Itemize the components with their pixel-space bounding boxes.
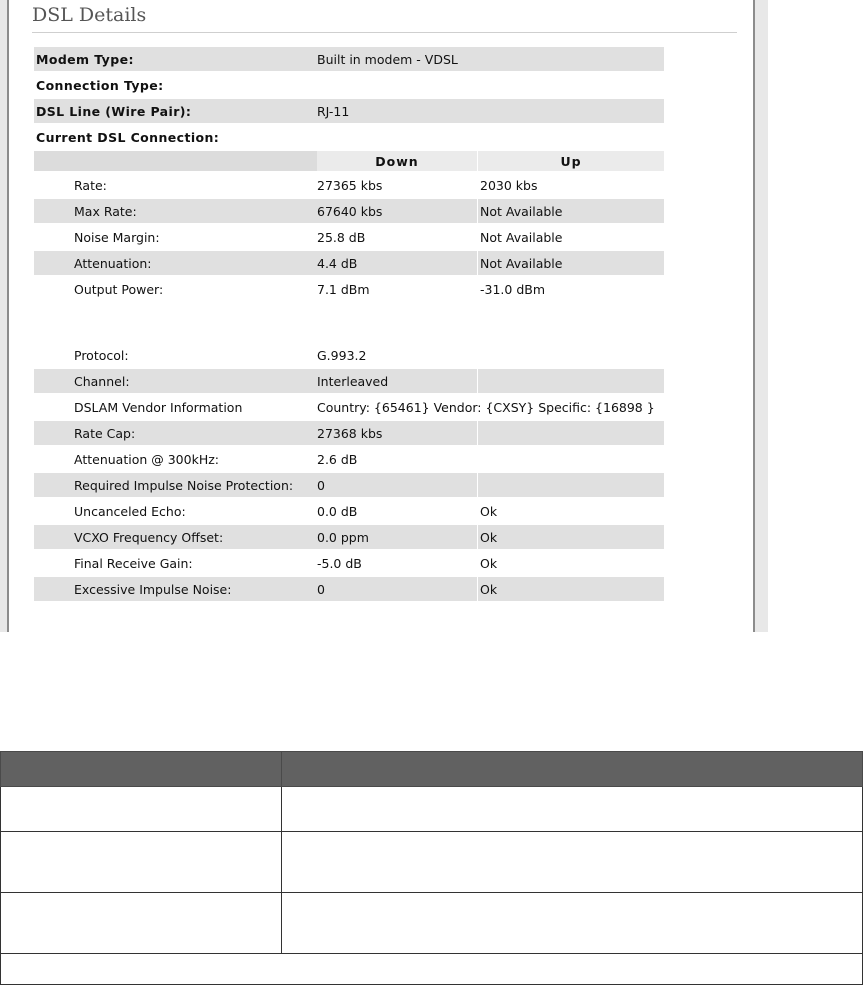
- detail-down: Interleaved: [317, 369, 478, 393]
- table-footer-row: [1, 954, 863, 985]
- modem-type-label: Modem Type:: [34, 47, 317, 71]
- detail-down: 0.0 dB: [317, 503, 358, 519]
- detail-label: Required Impulse Noise Protection:: [34, 473, 317, 497]
- detail-up: [478, 421, 664, 445]
- table-cell: [282, 893, 863, 954]
- spacer-cell: [34, 303, 664, 341]
- table-cell: [1, 954, 863, 985]
- detail-up: [478, 343, 664, 367]
- detail-row-uncanceled-echo: [34, 499, 664, 523]
- detail-up: Ok: [480, 555, 498, 571]
- column-header-up: Up: [478, 151, 664, 171]
- panel-border-left: [0, 0, 9, 632]
- stat-down: 25.8 dB: [317, 229, 366, 245]
- table-row: [1, 832, 863, 893]
- detail-up: [478, 447, 664, 471]
- detail-row-vcxo-offset: [34, 525, 664, 549]
- detail-label: DSLAM Vendor Information: [74, 399, 243, 415]
- title-divider: [32, 32, 737, 33]
- dsl-line-value: RJ-11: [317, 99, 664, 123]
- detail-up: Ok: [478, 525, 664, 549]
- column-header-down: Down: [317, 151, 478, 171]
- column-header-row: [34, 151, 664, 171]
- detail-down: 0: [317, 473, 478, 497]
- detail-down: -5.0 dB: [317, 555, 362, 571]
- detail-label: Rate Cap:: [34, 421, 317, 445]
- spacer-row: [34, 303, 664, 341]
- table-cell: [1, 893, 282, 954]
- table-row: [1, 787, 863, 832]
- detail-label: Attenuation @ 300kHz:: [74, 451, 219, 467]
- detail-down: 2.6 dB: [317, 451, 358, 467]
- connection-type-value: [317, 73, 664, 97]
- stat-up: Not Available: [480, 229, 563, 245]
- stat-down: 67640 kbs: [317, 199, 478, 223]
- table-cell: [282, 787, 863, 832]
- stat-row-rate: [34, 173, 664, 197]
- connection-type-row: [34, 73, 664, 97]
- modem-type-value: Built in modem - VDSL: [317, 47, 664, 71]
- detail-up: [478, 369, 664, 393]
- table-cell: [1, 832, 282, 893]
- stat-row-noise-margin: [34, 225, 664, 249]
- detail-label: VCXO Frequency Offset:: [34, 525, 317, 549]
- detail-row-rate-cap: [34, 421, 664, 445]
- panel-border-right: [753, 0, 768, 632]
- stat-label: Attenuation:: [34, 251, 317, 275]
- detail-label: Excessive Impulse Noise:: [34, 577, 317, 601]
- current-connection-row: [34, 125, 664, 149]
- stat-row-attenuation: [34, 251, 664, 275]
- header-cell-left: [1, 752, 282, 787]
- detail-row-protocol: [34, 343, 664, 367]
- stat-row-output-power: [34, 277, 664, 301]
- detail-row-dslam-vendor: [34, 395, 664, 419]
- header-cell-right: [282, 752, 863, 787]
- detail-down: 0.0 ppm: [317, 525, 478, 549]
- detail-up: Ok: [480, 503, 498, 519]
- stat-label: Noise Margin:: [74, 229, 160, 245]
- stat-down: 4.4 dB: [317, 251, 478, 275]
- detail-up: [478, 473, 664, 497]
- dsl-line-row: [34, 99, 664, 123]
- detail-down: Country: {65461} Vendor: {CXSY} Specific: {16898 }: [317, 399, 655, 415]
- detail-label: Channel:: [34, 369, 317, 393]
- table-row: [1, 893, 863, 954]
- stat-row-max-rate: [34, 199, 664, 223]
- connection-type-label: Connection Type:: [36, 77, 164, 93]
- detail-down: 0: [317, 577, 478, 601]
- detail-label: Protocol:: [74, 347, 129, 363]
- detail-label: Uncanceled Echo:: [74, 503, 186, 519]
- modem-type-row: [34, 47, 664, 71]
- detail-up: Ok: [478, 577, 664, 601]
- detail-down: 27368 kbs: [317, 421, 478, 445]
- stat-up: -31.0 dBm: [480, 281, 546, 297]
- detail-down: G.993.2: [317, 347, 367, 363]
- stat-label: Max Rate:: [34, 199, 317, 223]
- detail-row-excessive-impulse-noise: [34, 577, 664, 601]
- stat-up: 2030 kbs: [480, 177, 538, 193]
- detail-row-final-receive-gain: [34, 551, 664, 575]
- detail-label: Final Receive Gain:: [74, 555, 193, 571]
- dsl-line-label: DSL Line (Wire Pair):: [34, 99, 317, 123]
- table-cell: [1, 787, 282, 832]
- stat-up: Not Available: [478, 251, 664, 275]
- table-cell: [282, 832, 863, 893]
- detail-row-channel: [34, 369, 664, 393]
- stat-down: 27365 kbs: [317, 177, 383, 193]
- stat-label: Output Power:: [74, 281, 164, 297]
- stat-up: Not Available: [478, 199, 664, 223]
- stat-down: 7.1 dBm: [317, 281, 370, 297]
- column-header-blank: [34, 151, 317, 171]
- stat-label: Rate:: [74, 177, 107, 193]
- detail-row-attenuation-300khz: [34, 447, 664, 471]
- description-table: [0, 751, 863, 985]
- current-connection-label: Current DSL Connection:: [36, 129, 220, 145]
- detail-row-impulse-noise-protection: [34, 473, 664, 497]
- description-table-header: [1, 752, 863, 787]
- dsl-details-table: [34, 45, 664, 603]
- panel-title: DSL Details: [32, 4, 147, 26]
